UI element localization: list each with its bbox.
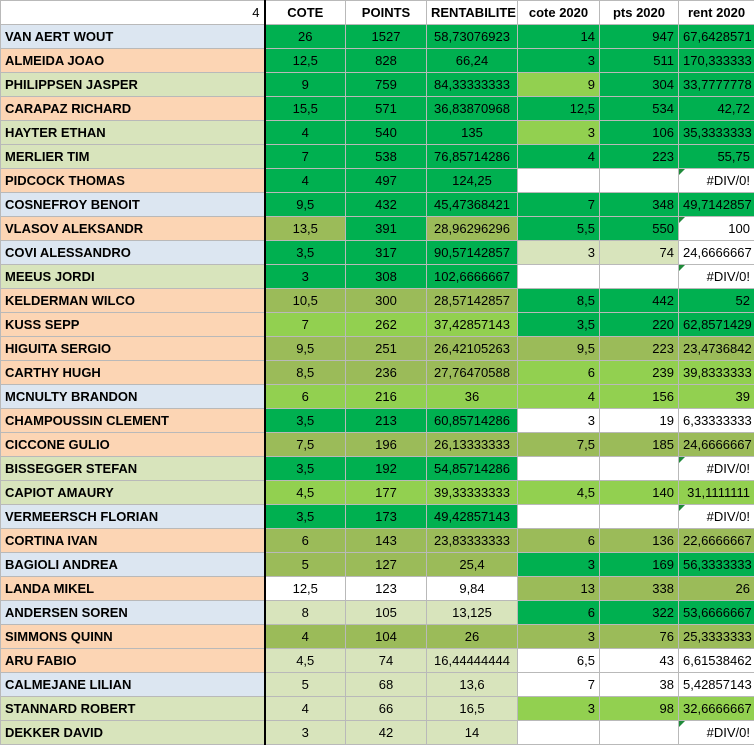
pts-2020-cell[interactable]: 38 <box>600 673 679 697</box>
pts-2020-cell[interactable] <box>600 265 679 289</box>
rider-name-cell[interactable]: CARTHY HUGH <box>1 361 265 385</box>
points-cell[interactable]: 105 <box>346 601 427 625</box>
pts-2020-cell[interactable]: 98 <box>600 697 679 721</box>
cote-cell[interactable]: 4,5 <box>265 649 346 673</box>
rider-name-cell[interactable]: MERLIER TIM <box>1 145 265 169</box>
rider-name-cell[interactable]: KELDERMAN WILCO <box>1 289 265 313</box>
cote-cell[interactable]: 9,5 <box>265 337 346 361</box>
error-indicator-icon <box>679 457 685 463</box>
points-cell[interactable]: 828 <box>346 49 427 73</box>
rent-2020-cell[interactable]: 56,3333333 <box>679 553 754 577</box>
table-row <box>1 385 754 409</box>
cote-2020-cell[interactable]: 3 <box>518 241 600 265</box>
header-cote[interactable]: COTE <box>265 1 346 25</box>
rentabilite-cell[interactable]: 60,85714286 <box>427 409 518 433</box>
rent-2020-cell[interactable]: 35,3333333 <box>679 121 754 145</box>
points-cell[interactable]: 262 <box>346 313 427 337</box>
pts-2020-cell[interactable] <box>600 505 679 529</box>
error-indicator-icon <box>679 721 685 727</box>
table-row <box>1 409 754 433</box>
points-cell[interactable]: 236 <box>346 361 427 385</box>
rider-name-cell[interactable]: PIDCOCK THOMAS <box>1 169 265 193</box>
table-row <box>1 25 754 49</box>
cote-cell[interactable]: 4 <box>265 121 346 145</box>
table-row <box>1 625 754 649</box>
points-cell[interactable]: 540 <box>346 121 427 145</box>
rent-2020-cell[interactable]: 32,6666667 <box>679 697 754 721</box>
table-row <box>1 673 754 697</box>
pts-2020-cell[interactable]: 76 <box>600 625 679 649</box>
rent-2020-cell[interactable]: 53,6666667 <box>679 601 754 625</box>
rider-name-cell[interactable]: VAN AERT WOUT <box>1 25 265 49</box>
rentabilite-cell[interactable]: 135 <box>427 121 518 145</box>
rider-name-cell[interactable]: LANDA MIKEL <box>1 577 265 601</box>
rent-2020-cell[interactable] <box>679 265 754 289</box>
pts-2020-cell[interactable] <box>600 457 679 481</box>
rentabilite-cell[interactable]: 49,42857143 <box>427 505 518 529</box>
table-row <box>1 73 754 97</box>
rentabilite-cell[interactable]: 16,5 <box>427 697 518 721</box>
rent-2020-cell[interactable]: 26 <box>679 577 754 601</box>
pts-2020-cell[interactable]: 106 <box>600 121 679 145</box>
cote-cell[interactable]: 9 <box>265 73 346 97</box>
rent-2020-cell[interactable]: 24,6666667 <box>679 241 754 265</box>
cote-cell[interactable]: 8 <box>265 601 346 625</box>
cote-cell[interactable]: 5 <box>265 553 346 577</box>
rentabilite-cell[interactable]: 124,25 <box>427 169 518 193</box>
rent-2020-cell[interactable]: 22,6666667 <box>679 529 754 553</box>
rent-2020-cell[interactable]: 55,75 <box>679 145 754 169</box>
table-row <box>1 145 754 169</box>
points-cell[interactable]: 216 <box>346 385 427 409</box>
cote-cell[interactable]: 8,5 <box>265 361 346 385</box>
table-row <box>1 529 754 553</box>
table-row <box>1 97 754 121</box>
pts-2020-cell[interactable]: 140 <box>600 481 679 505</box>
points-cell[interactable]: 300 <box>346 289 427 313</box>
cote-2020-cell[interactable]: 7,5 <box>518 433 600 457</box>
rentabilite-cell[interactable]: 26 <box>427 625 518 649</box>
rentabilite-cell[interactable]: 66,24 <box>427 49 518 73</box>
rider-name-cell[interactable]: CALMEJANE LILIAN <box>1 673 265 697</box>
pts-2020-cell[interactable]: 223 <box>600 337 679 361</box>
cote-cell[interactable]: 6 <box>265 529 346 553</box>
cote-cell[interactable]: 4 <box>265 625 346 649</box>
points-cell[interactable]: 196 <box>346 433 427 457</box>
cote-cell[interactable]: 3,5 <box>265 241 346 265</box>
rider-name-cell[interactable]: STANNARD ROBERT <box>1 697 265 721</box>
rent-2020-value: #DIV/0! <box>707 509 750 524</box>
points-cell[interactable]: 497 <box>346 169 427 193</box>
rider-name-cell[interactable]: HIGUITA SERGIO <box>1 337 265 361</box>
points-cell[interactable]: 213 <box>346 409 427 433</box>
pts-2020-cell[interactable]: 19 <box>600 409 679 433</box>
points-cell[interactable]: 251 <box>346 337 427 361</box>
header-points[interactable]: POINTS <box>346 1 427 25</box>
cote-cell[interactable]: 10,5 <box>265 289 346 313</box>
rent-2020-cell[interactable]: 6,61538462 <box>679 649 754 673</box>
table-row <box>1 601 754 625</box>
rentabilite-cell[interactable]: 16,44444444 <box>427 649 518 673</box>
rentabilite-cell[interactable]: 9,84 <box>427 577 518 601</box>
rider-name-cell[interactable]: SIMMONS QUINN <box>1 625 265 649</box>
pts-2020-cell[interactable]: 220 <box>600 313 679 337</box>
error-indicator-icon <box>679 505 685 511</box>
cote-cell[interactable]: 7 <box>265 145 346 169</box>
rentabilite-cell[interactable]: 84,33333333 <box>427 73 518 97</box>
table-row <box>1 49 754 73</box>
cote-2020-cell[interactable] <box>518 169 600 193</box>
cote-2020-cell[interactable]: 4,5 <box>518 481 600 505</box>
pts-2020-cell[interactable]: 239 <box>600 361 679 385</box>
rider-name-cell[interactable]: ANDERSEN SOREN <box>1 601 265 625</box>
table-row <box>1 649 754 673</box>
points-cell[interactable]: 143 <box>346 529 427 553</box>
table-row <box>1 337 754 361</box>
pts-2020-cell[interactable]: 43 <box>600 649 679 673</box>
rent-2020-value: 100 <box>728 221 750 236</box>
rider-name-cell[interactable]: COVI ALESSANDRO <box>1 241 265 265</box>
rent-2020-cell[interactable]: 31,1111111 <box>679 481 754 505</box>
rent-2020-cell[interactable] <box>679 457 754 481</box>
table-body <box>1 25 754 745</box>
table-row <box>1 241 754 265</box>
rider-name-cell[interactable]: CAPIOT AMAURY <box>1 481 265 505</box>
pts-2020-cell[interactable]: 304 <box>600 73 679 97</box>
table-row <box>1 217 754 241</box>
rider-name-cell[interactable]: CICCONE GULIO <box>1 433 265 457</box>
points-cell[interactable]: 177 <box>346 481 427 505</box>
cote-2020-cell[interactable]: 5,5 <box>518 217 600 241</box>
cote-cell[interactable]: 9,5 <box>265 193 346 217</box>
rentabilite-cell[interactable]: 39,33333333 <box>427 481 518 505</box>
pts-2020-cell[interactable]: 947 <box>600 25 679 49</box>
rent-2020-value: #DIV/0! <box>707 269 750 284</box>
cote-cell[interactable]: 7,5 <box>265 433 346 457</box>
cote-2020-cell[interactable]: 6 <box>518 601 600 625</box>
pts-2020-cell[interactable]: 338 <box>600 577 679 601</box>
cote-2020-cell[interactable]: 14 <box>518 25 600 49</box>
cote-cell[interactable]: 3,5 <box>265 409 346 433</box>
table-row <box>1 433 754 457</box>
cote-2020-cell[interactable]: 12,5 <box>518 97 600 121</box>
rider-name-cell[interactable]: MEEUS JORDI <box>1 265 265 289</box>
rentabilite-cell[interactable]: 13,125 <box>427 601 518 625</box>
rentabilite-cell[interactable]: 76,85714286 <box>427 145 518 169</box>
points-cell[interactable]: 317 <box>346 241 427 265</box>
points-cell[interactable]: 74 <box>346 649 427 673</box>
points-cell[interactable]: 1527 <box>346 25 427 49</box>
table-row <box>1 121 754 145</box>
cote-2020-cell[interactable]: 3 <box>518 697 600 721</box>
points-cell[interactable]: 432 <box>346 193 427 217</box>
header-cote-2020[interactable]: cote 2020 <box>518 1 600 25</box>
cote-2020-cell[interactable]: 4 <box>518 145 600 169</box>
rentabilite-cell[interactable]: 37,42857143 <box>427 313 518 337</box>
table-row <box>1 169 754 193</box>
rent-2020-cell[interactable]: 170,333333 <box>679 49 754 73</box>
cote-cell[interactable]: 6 <box>265 385 346 409</box>
rent-2020-cell[interactable]: 33,7777778 <box>679 73 754 97</box>
pts-2020-cell[interactable]: 550 <box>600 217 679 241</box>
points-cell[interactable]: 68 <box>346 673 427 697</box>
cote-2020-cell[interactable] <box>518 265 600 289</box>
header-row <box>1 1 754 25</box>
pts-2020-cell[interactable]: 534 <box>600 97 679 121</box>
pts-2020-cell[interactable]: 442 <box>600 289 679 313</box>
rentabilite-cell[interactable]: 26,13333333 <box>427 433 518 457</box>
points-cell[interactable]: 42 <box>346 721 427 745</box>
cote-2020-cell[interactable]: 6 <box>518 529 600 553</box>
error-indicator-icon <box>679 265 685 271</box>
cote-2020-cell[interactable]: 3 <box>518 553 600 577</box>
rider-name-cell[interactable]: CHAMPOUSSIN CLEMENT <box>1 409 265 433</box>
cote-cell[interactable]: 7 <box>265 313 346 337</box>
rent-2020-cell[interactable]: 6,33333333 <box>679 409 754 433</box>
points-cell[interactable]: 192 <box>346 457 427 481</box>
cote-cell[interactable]: 4 <box>265 697 346 721</box>
rentabilite-cell[interactable]: 28,96296296 <box>427 217 518 241</box>
rider-name-cell[interactable]: VERMEERSCH FLORIAN <box>1 505 265 529</box>
error-indicator-icon <box>679 169 685 175</box>
rentabilite-cell[interactable]: 23,83333333 <box>427 529 518 553</box>
pts-2020-cell[interactable] <box>600 169 679 193</box>
points-cell[interactable]: 127 <box>346 553 427 577</box>
cote-cell[interactable]: 3 <box>265 721 346 745</box>
cote-2020-cell[interactable]: 9,5 <box>518 337 600 361</box>
table-row <box>1 265 754 289</box>
points-cell[interactable]: 308 <box>346 265 427 289</box>
rent-2020-cell[interactable]: 39 <box>679 385 754 409</box>
cote-2020-cell[interactable]: 8,5 <box>518 289 600 313</box>
rentabilite-cell[interactable]: 45,47368421 <box>427 193 518 217</box>
rider-name-cell[interactable]: VLASOV ALEKSANDR <box>1 217 265 241</box>
table-row <box>1 553 754 577</box>
cote-2020-cell[interactable]: 9 <box>518 73 600 97</box>
table-row <box>1 577 754 601</box>
cote-cell[interactable]: 26 <box>265 25 346 49</box>
pts-2020-cell[interactable]: 74 <box>600 241 679 265</box>
table-row <box>1 361 754 385</box>
table-row <box>1 505 754 529</box>
rent-2020-value: #DIV/0! <box>707 461 750 476</box>
cote-cell[interactable]: 3,5 <box>265 457 346 481</box>
corner-cell[interactable]: 4 <box>1 1 265 25</box>
rent-2020-cell[interactable]: 42,72 <box>679 97 754 121</box>
rent-2020-value: #DIV/0! <box>707 173 750 188</box>
rider-name-cell[interactable]: HAYTER ETHAN <box>1 121 265 145</box>
rent-2020-cell[interactable]: 49,7142857 <box>679 193 754 217</box>
pts-2020-cell[interactable]: 511 <box>600 49 679 73</box>
points-cell[interactable]: 759 <box>346 73 427 97</box>
rent-2020-cell[interactable]: 39,8333333 <box>679 361 754 385</box>
header-pts-2020[interactable]: pts 2020 <box>600 1 679 25</box>
rentabilite-cell[interactable]: 14 <box>427 721 518 745</box>
cote-2020-cell[interactable]: 6 <box>518 361 600 385</box>
points-cell[interactable]: 66 <box>346 697 427 721</box>
cote-cell[interactable]: 4 <box>265 169 346 193</box>
rent-2020-cell[interactable] <box>679 217 754 241</box>
rider-name-cell[interactable]: KUSS SEPP <box>1 313 265 337</box>
rentabilite-cell[interactable]: 90,57142857 <box>427 241 518 265</box>
rentabilite-cell[interactable]: 102,6666667 <box>427 265 518 289</box>
cote-cell[interactable]: 13,5 <box>265 217 346 241</box>
points-cell[interactable]: 538 <box>346 145 427 169</box>
rent-2020-cell[interactable] <box>679 505 754 529</box>
cote-2020-cell[interactable]: 4 <box>518 385 600 409</box>
cote-cell[interactable]: 4,5 <box>265 481 346 505</box>
rentabilite-cell[interactable]: 25,4 <box>427 553 518 577</box>
cote-2020-cell[interactable]: 3 <box>518 49 600 73</box>
rent-2020-cell[interactable]: 24,6666667 <box>679 433 754 457</box>
rent-2020-cell[interactable]: 23,4736842 <box>679 337 754 361</box>
pts-2020-cell[interactable]: 322 <box>600 601 679 625</box>
header-rentabilite[interactable]: RENTABILITE <box>427 1 518 25</box>
table-row <box>1 481 754 505</box>
pts-2020-cell[interactable]: 169 <box>600 553 679 577</box>
points-cell[interactable]: 173 <box>346 505 427 529</box>
rider-name-cell[interactable]: ALMEIDA JOAO <box>1 49 265 73</box>
cote-2020-cell[interactable]: 13 <box>518 577 600 601</box>
cote-cell[interactable]: 12,5 <box>265 49 346 73</box>
cote-cell[interactable]: 3,5 <box>265 505 346 529</box>
rent-2020-cell[interactable]: 62,8571429 <box>679 313 754 337</box>
rentabilite-cell[interactable]: 36,83870968 <box>427 97 518 121</box>
cote-cell[interactable]: 15,5 <box>265 97 346 121</box>
cote-2020-cell[interactable]: 6,5 <box>518 649 600 673</box>
table-row <box>1 289 754 313</box>
cote-2020-cell[interactable] <box>518 505 600 529</box>
rider-name-cell[interactable]: COSNEFROY BENOIT <box>1 193 265 217</box>
rent-2020-cell[interactable]: 5,42857143 <box>679 673 754 697</box>
rider-name-cell[interactable]: DEKKER DAVID <box>1 721 265 745</box>
rent-2020-cell[interactable]: 52 <box>679 289 754 313</box>
cote-2020-cell[interactable]: 3 <box>518 409 600 433</box>
rent-2020-cell[interactable]: 67,6428571 <box>679 25 754 49</box>
rentabilite-cell[interactable]: 54,85714286 <box>427 457 518 481</box>
rent-2020-value: #DIV/0! <box>707 725 750 740</box>
rider-name-cell[interactable]: BISSEGGER STEFAN <box>1 457 265 481</box>
rider-name-cell[interactable]: CARAPAZ RICHARD <box>1 97 265 121</box>
rent-2020-cell[interactable]: 25,3333333 <box>679 625 754 649</box>
points-cell[interactable]: 123 <box>346 577 427 601</box>
cote-cell[interactable]: 5 <box>265 673 346 697</box>
cote-cell[interactable]: 3 <box>265 265 346 289</box>
rider-name-cell[interactable]: BAGIOLI ANDREA <box>1 553 265 577</box>
cote-2020-cell[interactable] <box>518 457 600 481</box>
pts-2020-cell[interactable]: 185 <box>600 433 679 457</box>
rentabilite-cell[interactable]: 28,57142857 <box>427 289 518 313</box>
pts-2020-cell[interactable]: 136 <box>600 529 679 553</box>
cote-cell[interactable]: 12,5 <box>265 577 346 601</box>
rider-name-cell[interactable]: PHILIPPSEN JASPER <box>1 73 265 97</box>
table-row <box>1 697 754 721</box>
rentabilite-cell[interactable]: 26,42105263 <box>427 337 518 361</box>
rentabilite-cell[interactable]: 13,6 <box>427 673 518 697</box>
cote-2020-cell[interactable]: 7 <box>518 193 600 217</box>
cote-2020-cell[interactable]: 3 <box>518 625 600 649</box>
error-indicator-icon <box>679 217 685 223</box>
table-row <box>1 313 754 337</box>
cote-2020-cell[interactable]: 7 <box>518 673 600 697</box>
pts-2020-cell[interactable]: 348 <box>600 193 679 217</box>
cote-2020-cell[interactable]: 3,5 <box>518 313 600 337</box>
pts-2020-cell[interactable]: 223 <box>600 145 679 169</box>
points-cell[interactable]: 391 <box>346 217 427 241</box>
rentabilite-cell[interactable]: 36 <box>427 385 518 409</box>
rider-name-cell[interactable]: CORTINA IVAN <box>1 529 265 553</box>
cote-2020-cell[interactable]: 3 <box>518 121 600 145</box>
rider-name-cell[interactable]: MCNULTY BRANDON <box>1 385 265 409</box>
rider-name-cell[interactable]: ARU FABIO <box>1 649 265 673</box>
header-rent-2020[interactable]: rent 2020 <box>679 1 754 25</box>
points-cell[interactable]: 104 <box>346 625 427 649</box>
table-row <box>1 193 754 217</box>
table-row <box>1 457 754 481</box>
points-cell[interactable]: 571 <box>346 97 427 121</box>
rentabilite-cell[interactable]: 27,76470588 <box>427 361 518 385</box>
pts-2020-cell[interactable]: 156 <box>600 385 679 409</box>
rent-2020-cell[interactable] <box>679 169 754 193</box>
rentabilite-cell[interactable]: 58,73076923 <box>427 25 518 49</box>
